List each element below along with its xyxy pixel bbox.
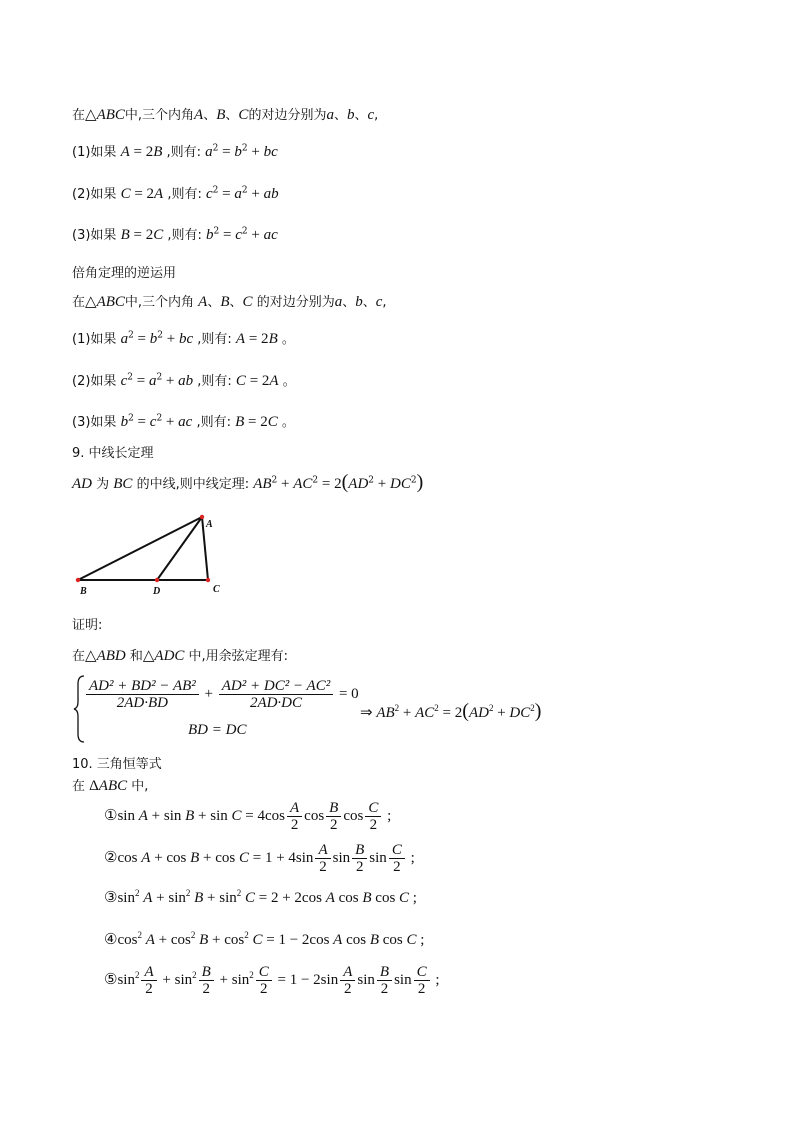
frac1-den: 2AD·BD: [116, 695, 169, 711]
section2-title: 倍角定理的逆运用: [72, 266, 177, 281]
identity-5: $⑤\sin^2$ $\frac{A}{2}$ + $\sin^2$ $\frac{B}{2}$ + $\sin^2$ $\frac{C}{2}$ = 1 − 2sin $\frac{A}{2}$ sin $\frac{B}{2}$ sin $\frac{C}{2}$ ;: [104, 964, 440, 997]
section10-intro: 在 ΔABC 中,: [72, 778, 149, 794]
identity-1: ①sin A + sin B + sin C = 4cos $\frac{A}{2}$ cos $\frac{B}{2}$ cos $\frac{C}{2}$ ;: [104, 800, 392, 833]
section1-item-3: (3)如果 B = 2C ,则有: $b^2 = c^2$ + ac: [72, 226, 278, 243]
proof-line-1: $\frac{\text{AD² + BD² − AB²}}{2AD\cdot BD}$ + $\frac{\text{AD² + DC² − AC²}}{2AD\cdot DC}$ = 0: [84, 678, 359, 711]
section9-statement: AD 为 BC 的中线,则中线定理: $AB^2 + AC^2 = 2(AD^2 + DC^2)$: [72, 471, 424, 493]
segment-ad: [157, 517, 202, 580]
section1-item-2: (2)如果 C = 2A ,则有: $c^2 = a^2$ + ab: [72, 185, 279, 202]
proof-label: 证明:: [72, 618, 103, 633]
section10-title: 10. 三角恒等式: [72, 757, 162, 772]
section2-item-3: (3)如果 $b^2 = c^2$ + ac ,则有: B = 2C 。: [72, 413, 295, 430]
frac1-num: AD² + BD² − AB²: [86, 678, 199, 695]
section1-item-1: (1)如果 A = 2B ,则有: $a^2 = b^2$ + bc: [72, 143, 278, 160]
identity-2: ②cos A + cos B + cos C = 1 + 4sin $\frac{A}{2}$ sin $\frac{B}{2}$ sin $\frac{C}{2}$ ;: [104, 842, 415, 875]
point-b: [76, 578, 80, 582]
proof-intro: 在△ABD 和△ADC 中,用余弦定理有:: [72, 648, 289, 664]
point-c: [206, 578, 210, 582]
proof-result: ⇒ $AB^2 + AC^2 = 2(AD^2 + DC^2)$: [360, 700, 542, 722]
label-d: D: [153, 586, 161, 597]
proof-line-2: BD = DC: [188, 722, 247, 738]
triangle-figure: [70, 508, 240, 600]
label-b: B: [80, 586, 87, 597]
section9-title: 9. 中线长定理: [72, 446, 154, 461]
section2-intro: 在△ABC中,三个内角 A、B、C 的对边分别为a、b、c,: [72, 294, 387, 310]
proof-eq-zero: = 0: [338, 685, 359, 702]
label-c: C: [213, 584, 220, 595]
identity-3: $③\sin^2$ $A + \sin^2 B + \sin^2 C = 2 + 2\cos$ A cos B cos C ;: [104, 888, 417, 906]
frac2-den: 2AD·DC: [249, 695, 303, 711]
section1-intro: 在△ABC中,三个内角A、B、C的对边分别为a、b、c,: [72, 107, 379, 123]
segment-ba: [78, 517, 202, 580]
point-a: [200, 515, 204, 519]
identity-4: $④\cos^2$ $A + \cos^2 B + \cos^2 C = 1 - 2\cos$ A cos B cos C ;: [104, 930, 425, 948]
frac2-num: AD² + DC² − AC²: [219, 678, 333, 695]
section2-item-1: (1)如果 $a^2 = b^2$ + bc ,则有: A = 2B 。: [72, 330, 295, 347]
point-d: [155, 578, 159, 582]
label-a: A: [206, 519, 213, 530]
section2-item-2: (2)如果 $c^2 = a^2$ + ab ,则有: C = 2A 。: [72, 372, 296, 389]
